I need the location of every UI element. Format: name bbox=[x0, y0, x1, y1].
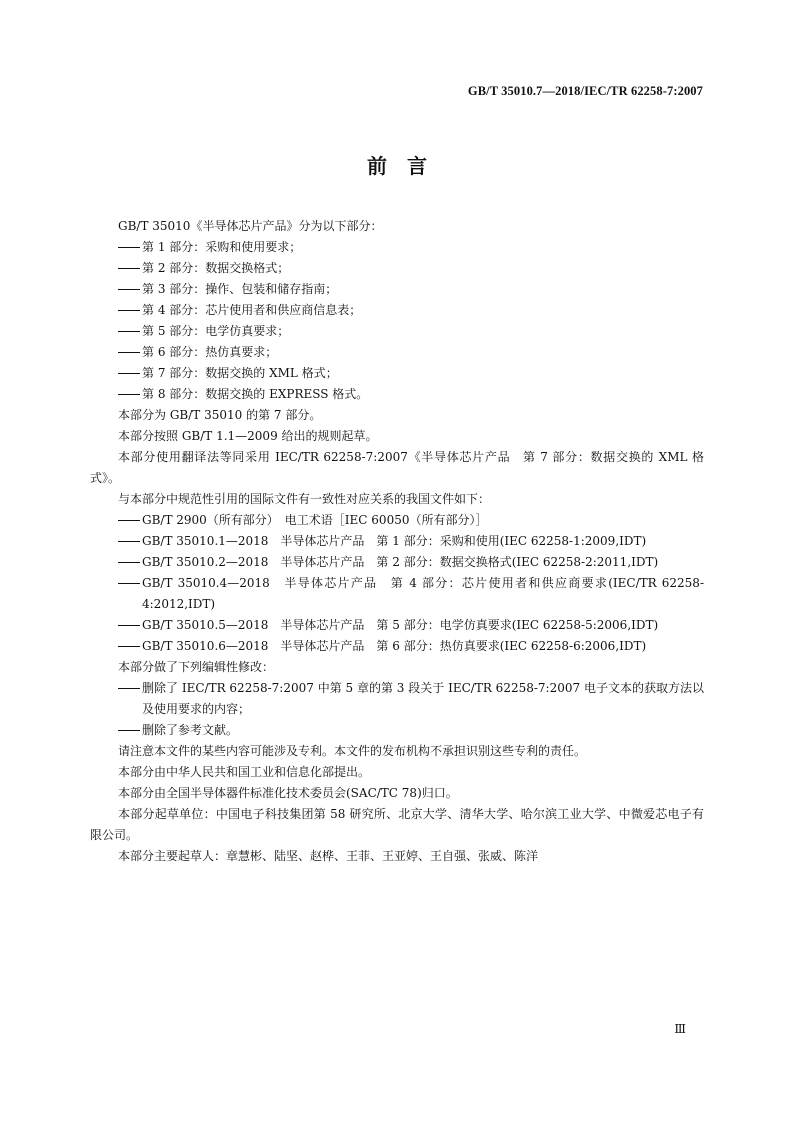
list-dash bbox=[118, 510, 142, 531]
list-dash bbox=[118, 531, 142, 552]
line-text: GB/T 35010.6—2018 半导体芯片产品 第 6 部分：热仿真要求(IEC 62258-6:2006,IDT) bbox=[142, 639, 647, 653]
line-text: 第 4 部分：芯片使用者和供应商信息表； bbox=[142, 303, 362, 317]
list-dash bbox=[118, 384, 142, 405]
list-dash bbox=[118, 321, 142, 342]
line-text: 本部分做了下列编辑性修改： bbox=[118, 660, 275, 674]
line-text: 第 8 部分：数据交换的 EXPRESS 格式。 bbox=[142, 387, 369, 401]
list-item bbox=[90, 279, 704, 300]
line-text: GB/T 2900（所有部分） 电工术语［IEC 60050（所有部分）］ bbox=[142, 513, 488, 527]
line-text: 与本部分中规范性引用的国际文件有一致性对应关系的我国文件如下： bbox=[118, 492, 491, 506]
list-dash bbox=[118, 279, 142, 300]
list-item bbox=[90, 552, 704, 573]
paragraph bbox=[90, 846, 704, 867]
line-text: GB/T 35010.2—2018 半导体芯片产品 第 2 部分：数据交换格式(IEC 62258-2:2011,IDT) bbox=[142, 555, 659, 569]
list-dash bbox=[118, 342, 142, 363]
list-item bbox=[90, 321, 704, 342]
paragraph bbox=[90, 405, 704, 426]
line-text: 删除了 IEC/TR 62258-7:2007 中第 5 章的第 3 段关于 IEC/TR 62258-7:2007 电子文本的获取方法以及使用要求的内容； bbox=[142, 681, 704, 716]
line-text: 第 1 部分：采购和使用要求； bbox=[142, 240, 302, 254]
list-dash bbox=[118, 552, 142, 573]
line-text: 请注意本文件的某些内容可能涉及专利。本文件的发布机构不承担识别这些专利的责任。 bbox=[118, 744, 587, 758]
list-item bbox=[90, 510, 704, 531]
line-text: 第 3 部分：操作、包装和储存指南； bbox=[142, 282, 338, 296]
line-text: 删除了参考文献。 bbox=[142, 723, 239, 737]
paragraph bbox=[90, 216, 704, 237]
line-text: 本部分按照 GB/T 1.1—2009 给出的规则起草。 bbox=[118, 429, 378, 443]
line-text: 第 5 部分：电学仿真要求； bbox=[142, 324, 290, 338]
page-title: 前 言 bbox=[367, 154, 427, 178]
list-dash bbox=[118, 615, 142, 636]
paragraph bbox=[90, 657, 704, 678]
paragraph bbox=[90, 804, 704, 846]
paragraph bbox=[90, 489, 704, 510]
list-item bbox=[90, 342, 704, 363]
list-item bbox=[90, 615, 704, 636]
list-item bbox=[90, 237, 704, 258]
line-text: GB/T 35010.1—2018 半导体芯片产品 第 1 部分：采购和使用(IEC 62258-1:2009,IDT) bbox=[142, 534, 647, 548]
line-text: GB/T 35010.5—2018 半导体芯片产品 第 5 部分：电学仿真要求(IEC 62258-5:2006,IDT) bbox=[142, 618, 659, 632]
list-dash bbox=[118, 720, 142, 741]
line-text: 本部分为 GB/T 35010 的第 7 部分。 bbox=[118, 408, 322, 422]
list-dash bbox=[118, 258, 142, 279]
list-item bbox=[90, 573, 704, 615]
paragraph bbox=[90, 741, 704, 762]
line-text: 本部分由全国半导体器件标准化技术委员会(SAC/TC 78)归口。 bbox=[118, 786, 458, 800]
line-text: 本部分主要起草人：章慧彬、陆坚、赵桦、王菲、王亚婷、王自强、张威、陈洋 bbox=[118, 849, 539, 863]
list-item bbox=[90, 363, 704, 384]
list-item bbox=[90, 300, 704, 321]
list-dash bbox=[118, 573, 142, 594]
paragraph bbox=[90, 426, 704, 447]
list-dash bbox=[118, 237, 142, 258]
line-text: GB/T 35010.4—2018 半导体芯片产品 第 4 部分：芯片使用者和供应商要求(IEC/TR 62258-4:2012,IDT) bbox=[142, 576, 704, 611]
list-item bbox=[90, 258, 704, 279]
list-dash bbox=[118, 363, 142, 384]
list-dash bbox=[118, 300, 142, 321]
line-text: 第 7 部分：数据交换的 XML 格式； bbox=[142, 366, 338, 380]
standard-number-header: GB/T 35010.7—2018/IEC/TR 62258-7:2007 bbox=[467, 84, 703, 98]
list-dash bbox=[118, 636, 142, 657]
list-item bbox=[90, 384, 704, 405]
line-text: 第 2 部分：数据交换格式； bbox=[142, 261, 290, 275]
line-text: 本部分使用翻译法等同采用 IEC/TR 62258-7:2007《半导体芯片产品 第 7 部分：数据交换的 XML 格式》。 bbox=[90, 450, 704, 485]
line-text: GB/T 35010《半导体芯片产品》分为以下部分： bbox=[118, 219, 383, 233]
line-text: 本部分起草单位：中国电子科技集团第 58 研究所、北京大学、清华大学、哈尔滨工业大学、中微爱芯电子有限公司。 bbox=[90, 807, 704, 842]
page-number: Ⅲ bbox=[674, 1022, 686, 1036]
document-body bbox=[90, 216, 704, 867]
paragraph bbox=[90, 783, 704, 804]
list-item bbox=[90, 531, 704, 552]
list-item bbox=[90, 720, 704, 741]
paragraph bbox=[90, 447, 704, 489]
line-text: 第 6 部分：热仿真要求； bbox=[142, 345, 278, 359]
list-item bbox=[90, 636, 704, 657]
list-item bbox=[90, 678, 704, 720]
line-text: 本部分由中华人民共和国工业和信息化部提出。 bbox=[118, 765, 371, 779]
paragraph bbox=[90, 762, 704, 783]
list-dash bbox=[118, 678, 142, 699]
